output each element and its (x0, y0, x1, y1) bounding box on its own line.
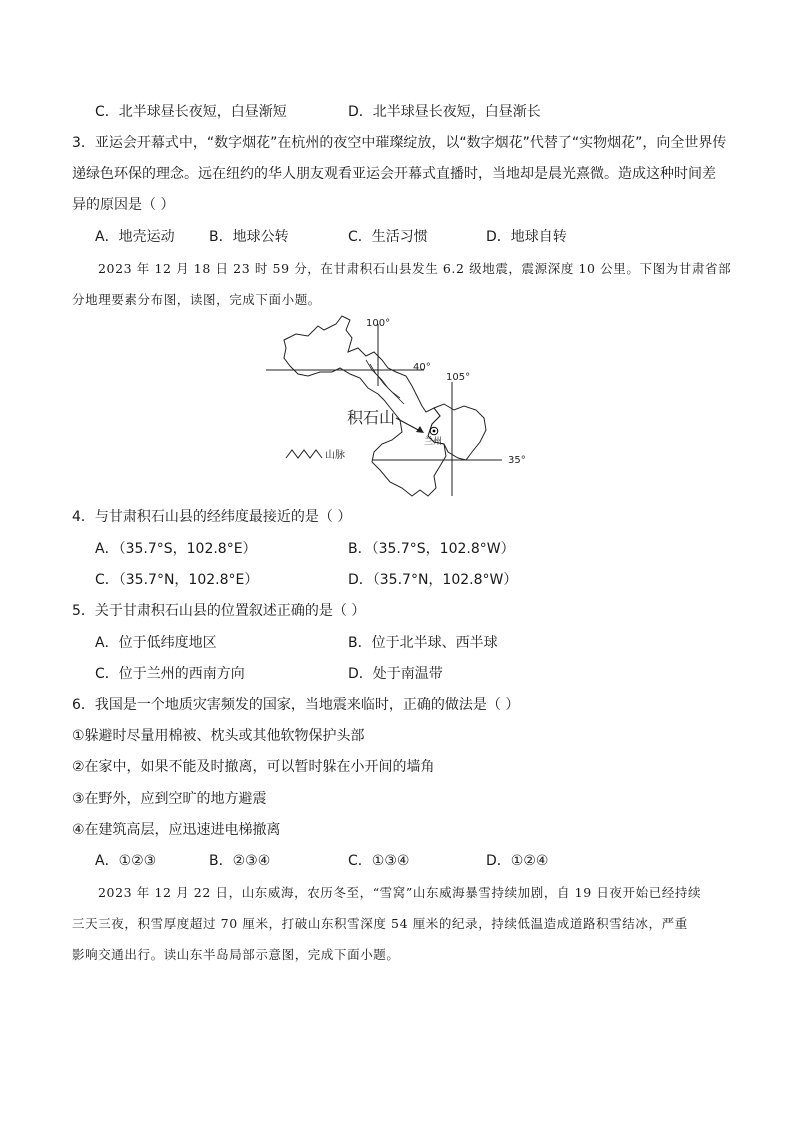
q6-stem: 6．我国是一个地质灾害频发的国家，当地震来临时，正确的做法是（ ） (72, 697, 520, 713)
q3-stem-line1: 3．亚运会开幕式中，“数字烟花”在杭州的夜空中璀璨绽放，以“数字烟花”代替了“实物烟花”，向全世界传 (72, 135, 727, 151)
lat-40-label: 40° (413, 362, 431, 373)
q6-item4: ④在建筑高层，应迅速进电梯撤离 (72, 822, 281, 838)
q2-option-d: D．北半球昼长夜短，白昼渐长 (348, 104, 541, 120)
mountain-legend-label: 山脉 (325, 450, 345, 461)
q3-option-b: B．地球公转 (209, 229, 289, 245)
lon-105-label: 105° (446, 372, 471, 383)
q5-option-d: D．处于南温带 (348, 666, 443, 682)
q3-option-c: C．生活习惯 (348, 229, 428, 245)
passage2-line2: 三天三夜，积雪厚度超过 70 厘米，打破山东积雪深度 54 厘米的纪录，持续低温造成道路积雪结冰，严重 (72, 916, 688, 931)
q5-option-c: C．位于兰州的西南方向 (95, 666, 245, 682)
q6-option-b: B．②③④ (209, 853, 271, 869)
lat-35-label: 35° (508, 455, 526, 466)
jishishan-label: 积石山 (347, 408, 396, 427)
q4-stem: 4．与甘肃积石山县的经纬度最接近的是（ ） (72, 509, 352, 525)
q3-stem-line3: 异的原因是（ ） (72, 197, 175, 213)
q3-stem-line2: 递绿色环保的理念。远在纽约的华人朋友观看亚运会开幕式直播时，当地却是晨光熹微。造成这种时间差 (72, 166, 716, 182)
q6-option-c: C．①③④ (348, 853, 410, 869)
gansu-outline (284, 316, 446, 496)
q5-stem: 5．关于甘肃积石山县的位置叙述正确的是（ ） (72, 603, 366, 619)
mountain-legend-icon (286, 450, 322, 458)
q4-option-a: A．（35.7°S，102.8°E） (95, 541, 257, 557)
passage1-line2: 分地理要素分布图，读图，完成下面小题。 (72, 292, 321, 307)
q4-option-c: C．（35.7°N，102.8°E） (95, 572, 259, 588)
q6-item3: ③在野外，应到空旷的地方避震 (72, 791, 267, 807)
passage2-line3: 影响交通出行。读山东半岛局部示意图，完成下面小题。 (72, 947, 400, 962)
q4-option-b: B．（35.7°S，102.8°W） (348, 541, 515, 557)
lanzhou-label: 兰州 (424, 437, 443, 447)
q6-item2: ②在家中，如果不能及时撤离，可以暂时躲在小开间的墙角 (72, 759, 435, 775)
q3-option-a: A．地壳运动 (95, 229, 175, 245)
q6-option-d: D．①②④ (486, 853, 549, 869)
q5-option-b: B．位于北半球、西半球 (348, 635, 498, 651)
gansu-map (262, 312, 538, 500)
q3-option-d: D．地球自转 (486, 229, 567, 245)
q6-option-a: A．①②③ (95, 853, 157, 869)
lanzhou-marker-dot (433, 430, 436, 433)
passage2-line1: 2023 年 12 月 22 日，山东威海，农历冬至，“雪窝”山东威海暴雪持续加剧，自 19 日夜开始已经持续 (98, 885, 702, 900)
q4-option-d: D．（35.7°N，102.8°W） (348, 572, 518, 588)
lon-100-label: 100° (366, 318, 391, 329)
q6-item1: ①躲避时尽量用棉被、枕头或其他软物保护头部 (72, 728, 365, 744)
q2-option-c: C．北半球昼长夜短，白昼渐短 (95, 104, 287, 120)
q5-option-a: A．位于低纬度地区 (95, 635, 217, 651)
gansu-east-lobe (428, 404, 486, 460)
passage1-line1: 2023 年 12 月 18 日 23 时 59 分，在甘肃积石山县发生 6.2 级地震，震源深度 10 公里。下图为甘肃省部 (98, 261, 732, 276)
